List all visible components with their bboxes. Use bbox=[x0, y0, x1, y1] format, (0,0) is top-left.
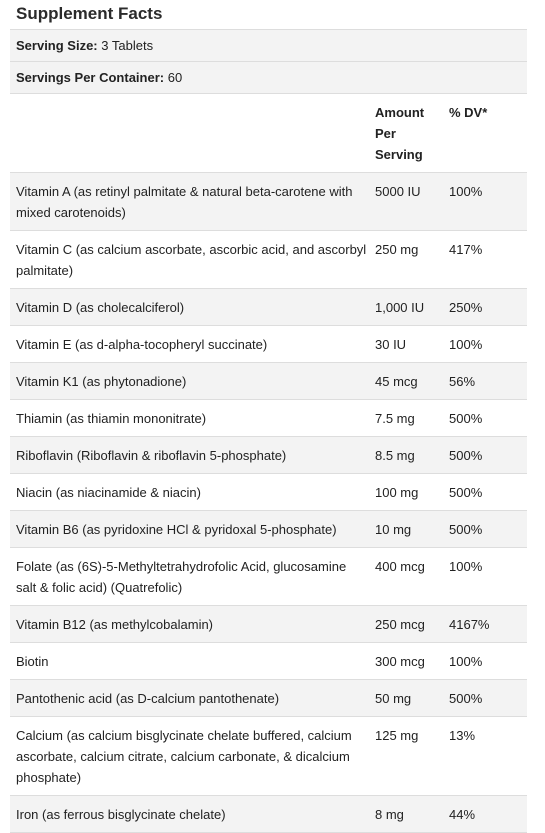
table-row bbox=[10, 606, 527, 643]
servings-per-container-label: Servings Per Container: bbox=[16, 70, 165, 85]
header-dv: % DV* bbox=[449, 105, 488, 120]
nutrient-cell: Vitamin E (as d-alpha-tocopheryl succinate) bbox=[16, 337, 268, 352]
table-row bbox=[10, 400, 527, 437]
dv-cell: 417% bbox=[449, 242, 483, 257]
amount-cell: 30 IU bbox=[375, 337, 407, 352]
dv-cell: 500% bbox=[449, 485, 483, 500]
amount-cell: 8 mg bbox=[375, 807, 404, 822]
nutrient-cell: Vitamin B6 (as pyridoxine HCl & pyridoxal 5-phosphate) bbox=[16, 522, 337, 537]
dv-cell: 44% bbox=[449, 807, 476, 822]
nutrient-cell: Vitamin C (as calcium ascorbate, ascorbic acid, and ascorbyl palmitate) bbox=[16, 242, 367, 278]
table-row bbox=[10, 643, 527, 680]
amount-cell: 100 mg bbox=[375, 485, 419, 500]
amount-cell: 300 mcg bbox=[375, 654, 425, 669]
dv-cell: 56% bbox=[449, 374, 476, 389]
table-body bbox=[10, 173, 527, 833]
table-row bbox=[10, 796, 527, 833]
header-amount: Amount Per Serving bbox=[375, 105, 425, 162]
amount-cell: 400 mcg bbox=[375, 559, 425, 574]
amount-cell: 8.5 mg bbox=[375, 448, 415, 463]
serving-size-row bbox=[10, 30, 527, 62]
dv-cell: 100% bbox=[449, 184, 483, 199]
dv-cell: 500% bbox=[449, 691, 483, 706]
amount-cell: 5000 IU bbox=[375, 184, 421, 199]
dv-cell: 4167% bbox=[449, 617, 490, 632]
nutrient-cell: Vitamin A (as retinyl palmitate & natural beta-carotene with mixed carotenoids) bbox=[16, 184, 353, 220]
amount-cell: 45 mcg bbox=[375, 374, 418, 389]
dv-cell: 100% bbox=[449, 654, 483, 669]
amount-cell: 50 mg bbox=[375, 691, 412, 706]
dv-cell: 100% bbox=[449, 559, 483, 574]
nutrient-cell: Folate (as (6S)-5-Methyltetrahydrofolic Acid, glucosamine salt & folic acid) (Quatrefolic) bbox=[16, 559, 347, 595]
nutrient-cell: Niacin (as niacinamide & niacin) bbox=[16, 485, 201, 500]
dv-cell: 100% bbox=[449, 337, 483, 352]
dv-cell: 500% bbox=[449, 411, 483, 426]
panel-title: Supplement Facts bbox=[10, 0, 527, 30]
nutrient-cell: Vitamin B12 (as methylcobalamin) bbox=[16, 617, 214, 632]
table-row bbox=[10, 363, 527, 400]
table-row bbox=[10, 511, 527, 548]
table-row bbox=[10, 437, 527, 474]
serving-size-value: 3 Tablets bbox=[101, 38, 154, 53]
amount-cell: 7.5 mg bbox=[375, 411, 415, 426]
table-row bbox=[10, 173, 527, 231]
table-header-row bbox=[10, 94, 527, 173]
amount-cell: 250 mcg bbox=[375, 617, 425, 632]
dv-cell: 500% bbox=[449, 448, 483, 463]
amount-cell: 1,000 IU bbox=[375, 300, 425, 315]
amount-cell: 10 mg bbox=[375, 522, 412, 537]
serving-size-label: Serving Size: bbox=[16, 38, 98, 53]
table-row bbox=[10, 548, 527, 606]
dv-cell: 250% bbox=[449, 300, 483, 315]
nutrient-cell: Vitamin D (as cholecalciferol) bbox=[16, 300, 185, 315]
table-row bbox=[10, 289, 527, 326]
amount-cell: 250 mg bbox=[375, 242, 419, 257]
header-nutrient bbox=[10, 94, 371, 173]
servings-per-container-row bbox=[10, 62, 527, 94]
table-row bbox=[10, 231, 527, 289]
amount-cell: 125 mg bbox=[375, 728, 419, 743]
table-row bbox=[10, 717, 527, 796]
nutrient-cell: Vitamin K1 (as phytonadione) bbox=[16, 374, 187, 389]
nutrient-table bbox=[10, 94, 527, 833]
table-row bbox=[10, 326, 527, 363]
table-row bbox=[10, 474, 527, 511]
table-row bbox=[10, 680, 527, 717]
nutrient-cell: Pantothenic acid (as D-calcium pantothenate) bbox=[16, 691, 280, 706]
nutrient-cell: Iron (as ferrous bisglycinate chelate) bbox=[16, 807, 226, 822]
nutrient-cell: Calcium (as calcium bisglycinate chelate buffered, calcium ascorbate, calcium citrate, calcium carbonate, & dicalcium phosphate) bbox=[16, 728, 352, 785]
nutrient-cell: Thiamin (as thiamin mononitrate) bbox=[16, 411, 207, 426]
dv-cell: 13% bbox=[449, 728, 476, 743]
servings-per-container-value: 60 bbox=[167, 70, 183, 85]
nutrient-cell: Riboflavin (Riboflavin & riboflavin 5-phosphate) bbox=[16, 448, 287, 463]
dv-cell: 500% bbox=[449, 522, 483, 537]
nutrient-cell: Biotin bbox=[16, 654, 49, 669]
